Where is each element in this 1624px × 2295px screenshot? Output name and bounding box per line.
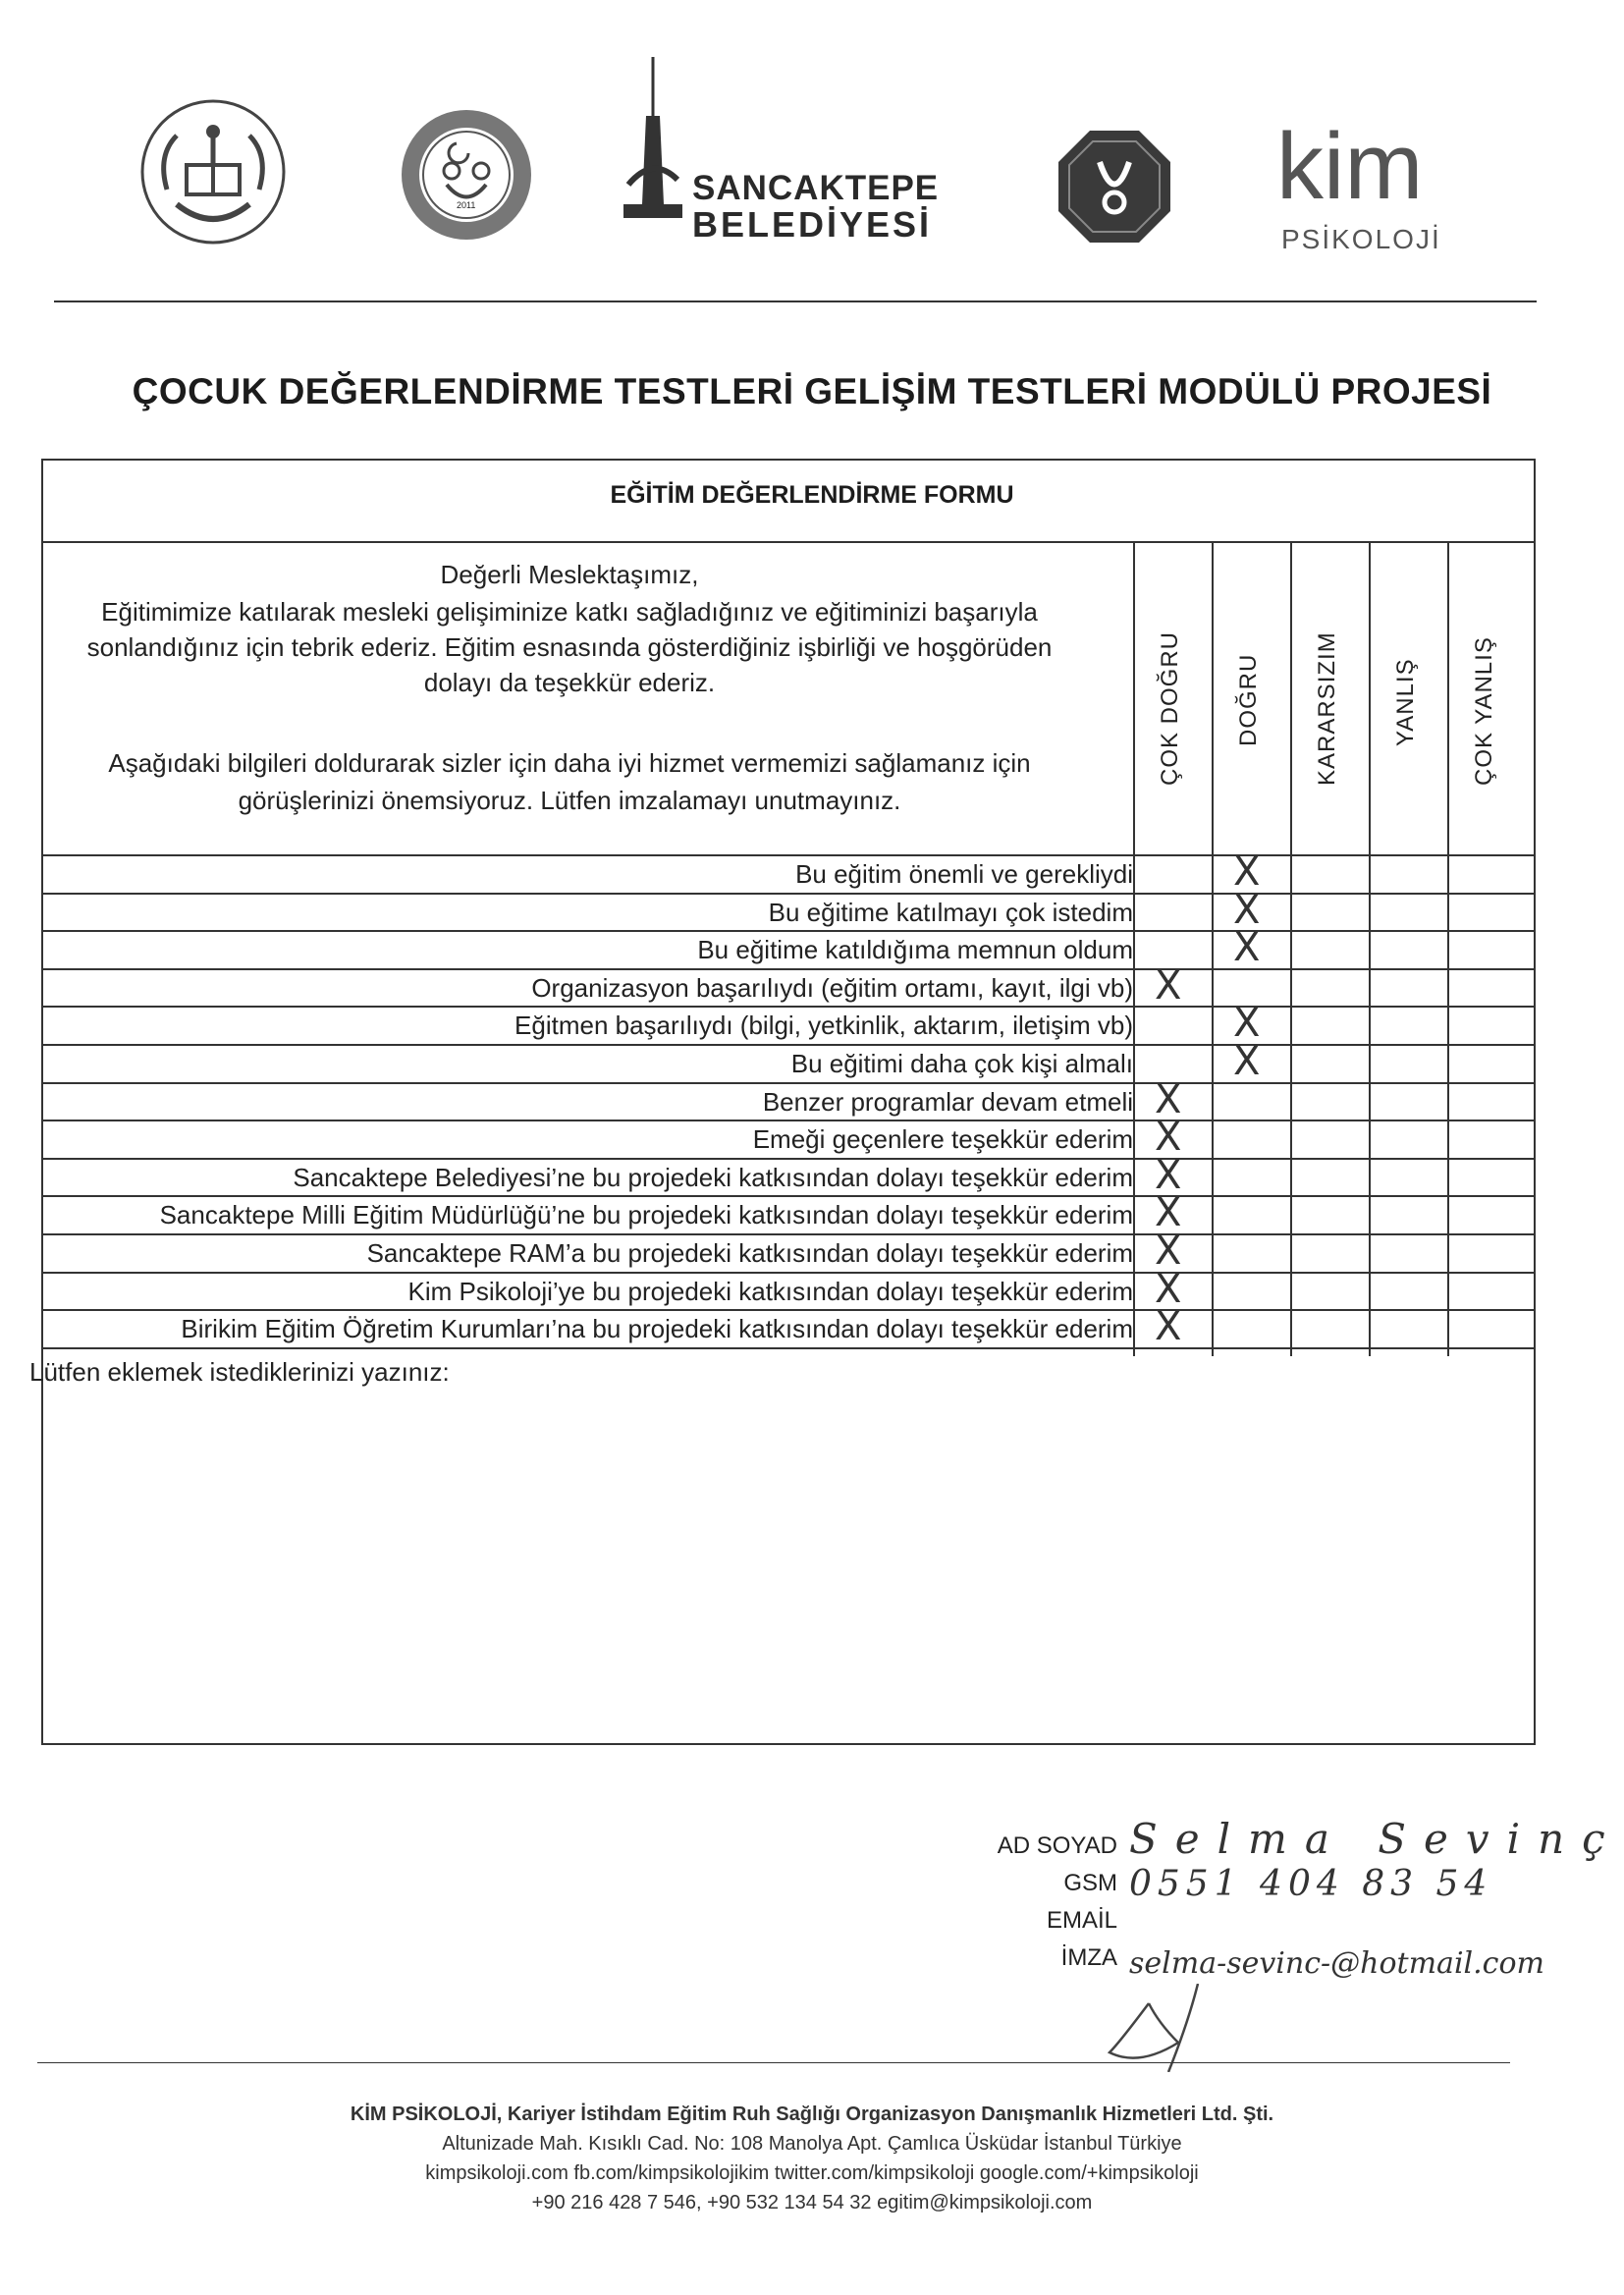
answer-cell[interactable]	[1447, 930, 1526, 968]
footer-company	[0, 2104, 1624, 2126]
name-value[interactable]: Selma Sevinç	[1129, 1815, 1623, 1863]
answer-mark: X	[1155, 1115, 1182, 1161]
ram-logo	[398, 106, 535, 244]
answer-cell[interactable]	[1447, 1195, 1526, 1233]
email-label: EMAİL	[1046, 1907, 1117, 1934]
intro-line4: Aşağıdaki bilgileri doldurarak sizler için daha iyi hizmet vermemizi sağlamanız için	[108, 748, 1031, 778]
footer-company-name: KİM PSİKOLOJİ,	[350, 2104, 503, 2125]
question-label: Bu eğitimi daha çok kişi almalı	[790, 1049, 1133, 1078]
answer-cell[interactable]	[1290, 1233, 1369, 1272]
answer-cell[interactable]	[1369, 1082, 1447, 1120]
intro-line2: sonlandığınız için tebrik ederiz. Eğitim esnasında gösterdiğiniz işbirliği ve hoşgörüden	[86, 632, 1053, 662]
kim-brand: kim	[1276, 114, 1424, 219]
question-label: Bu eğitime katıldığıma memnun oldum	[697, 935, 1133, 965]
ram-logo-year: 2011	[457, 200, 476, 210]
answer-cell[interactable]	[1290, 1044, 1369, 1082]
municipality-name-line2: BELEDİYESİ	[692, 204, 933, 245]
answer-cell[interactable]	[1369, 1006, 1447, 1044]
answer-cell[interactable]	[1369, 1044, 1447, 1082]
answer-cell[interactable]	[1212, 1272, 1290, 1310]
answer-cell[interactable]	[1447, 1233, 1526, 1272]
answer-mark: X	[1155, 1190, 1182, 1236]
answer-cell[interactable]	[1447, 1082, 1526, 1120]
footer-divider	[37, 2062, 1510, 2063]
answer-cell[interactable]	[1369, 1120, 1447, 1158]
footer-web: kimpsikoloji.com fb.com/kimpsikolojikim twitter.com/kimpsikoloji google.com/+kimpsikoloji	[425, 2162, 1199, 2184]
meb-logo	[137, 96, 290, 248]
answer-cell[interactable]	[1369, 1195, 1447, 1233]
answer-mark: X	[1233, 1039, 1261, 1084]
answer-cell[interactable]	[1290, 1120, 1369, 1158]
answer-cell[interactable]	[1290, 1309, 1369, 1347]
answer-cell[interactable]	[1133, 1304, 1212, 1350]
answer-cell[interactable]	[1133, 854, 1212, 893]
answer-cell[interactable]	[1447, 1158, 1526, 1196]
answer-cell[interactable]	[1369, 1272, 1447, 1310]
answer-mark: X	[1155, 962, 1182, 1009]
answer-cell[interactable]	[1290, 1006, 1369, 1044]
question-label: Emeği geçenlere teşekkür ederim	[752, 1124, 1133, 1155]
answer-cell[interactable]	[1447, 1272, 1526, 1310]
answer-cell[interactable]	[1290, 1158, 1369, 1196]
column-header-cok-yanlis: ÇOK YANLIŞ	[1471, 636, 1497, 786]
signature-label: İMZA	[1060, 1944, 1117, 1971]
answer-cell[interactable]	[1133, 1006, 1212, 1044]
answer-cell[interactable]	[1212, 1082, 1290, 1120]
answer-cell[interactable]	[1290, 1195, 1369, 1233]
footer-contact: +90 216 428 7 546, +90 532 134 54 32 egitim@kimpsikoloji.com	[531, 2192, 1093, 2213]
answer-cell[interactable]	[1212, 1158, 1290, 1196]
answer-cell[interactable]	[1369, 930, 1447, 968]
answer-mark: X	[1233, 925, 1261, 971]
answer-cell[interactable]	[1290, 930, 1369, 968]
answer-cell[interactable]	[1212, 1195, 1290, 1233]
answer-cell[interactable]	[1447, 1309, 1526, 1347]
answer-cell[interactable]	[1212, 1120, 1290, 1158]
answer-mark: X	[1233, 849, 1261, 895]
column-header-dogru: DOĞRU	[1235, 653, 1262, 746]
answer-cell[interactable]	[1369, 854, 1447, 893]
gsm-value[interactable]: 0551 404 83 54	[1129, 1864, 1493, 1904]
intro-greeting: Değerli Meslektaşımız,	[440, 560, 699, 589]
form-title: EĞİTİM DEĞERLENDİRME FORMU	[610, 481, 1014, 509]
answer-mark: X	[1233, 887, 1261, 933]
municipality-name-line1: SANCAKTEPE	[692, 169, 940, 207]
extra-comments-area[interactable]	[43, 1394, 1534, 1743]
answer-cell[interactable]	[1447, 1120, 1526, 1158]
column-header-kararsizim: KARARSIZIM	[1314, 631, 1340, 786]
gsm-label: GSM	[1063, 1870, 1117, 1896]
answer-mark: X	[1155, 1152, 1182, 1198]
answer-cell[interactable]	[1212, 1039, 1290, 1084]
signature-scribble	[1100, 1984, 1276, 2072]
intro-line3: dolayı da teşekkür ederiz.	[423, 668, 716, 697]
question-label: Birikim Eğitim Öğretim Kurumları’na bu projedeki katkısından dolayı teşekkür ederim	[181, 1314, 1133, 1344]
answer-cell[interactable]	[1133, 1115, 1212, 1161]
answer-cell[interactable]	[1212, 1309, 1290, 1347]
footer-company-desc: Kariyer İstihdam Eğitim Ruh Sağlığı Organizasyon Danışmanlık Hizmetleri Ltd. Şti.	[507, 2104, 1274, 2125]
question-label: Eğitmen başarılıydı (bilgi, yetkinlik, aktarım, iletişim vb)	[514, 1011, 1133, 1041]
answer-cell[interactable]	[1133, 893, 1212, 931]
answer-cell[interactable]	[1133, 930, 1212, 968]
question-label: Bu eğitim önemli ve gerekliydi	[795, 859, 1133, 889]
answer-cell[interactable]	[1212, 1233, 1290, 1272]
answer-cell[interactable]	[1369, 968, 1447, 1007]
answer-cell[interactable]	[1369, 1158, 1447, 1196]
answer-mark: X	[1233, 1001, 1261, 1047]
answer-cell[interactable]	[1447, 1044, 1526, 1082]
answer-cell[interactable]	[1212, 849, 1290, 895]
question-label: Organizasyon başarılıydı (eğitim ortamı, kayıt, ilgi vb)	[531, 972, 1133, 1003]
answer-cell[interactable]	[1290, 968, 1369, 1007]
answer-mark: X	[1155, 1266, 1182, 1312]
answer-cell[interactable]	[1369, 1309, 1447, 1347]
kim-sub: PSİKOLOJİ	[1281, 224, 1441, 254]
answer-cell[interactable]	[1290, 854, 1369, 893]
answer-cell[interactable]	[1290, 1082, 1369, 1120]
name-label: AD SOYAD	[997, 1832, 1117, 1859]
question-label: Sancaktepe RAM’a bu projedeki katkısından dolayı teşekkür ederim	[366, 1238, 1133, 1268]
answer-mark: X	[1155, 1229, 1182, 1274]
question-label: Kim Psikoloji’ye bu projedeki katkısından dolayı teşekkür ederim	[407, 1276, 1133, 1306]
table-row-line	[41, 1347, 1536, 1349]
question-label: Sancaktepe Belediyesi’ne bu projedeki katkısından dolayı teşekkür ederim	[293, 1162, 1133, 1192]
answer-cell[interactable]	[1447, 1006, 1526, 1044]
question-label: Bu eğitime katılmayı çok istedim	[768, 897, 1133, 927]
extra-comments-label: Lütfen eklemek istediklerinizi yazınız:	[29, 1357, 450, 1387]
answer-mark: X	[1155, 1076, 1182, 1122]
tower-icon	[619, 57, 687, 234]
answer-cell[interactable]	[1133, 1229, 1212, 1274]
question-label: Sancaktepe Milli Eğitim Müdürlüğü’ne bu projedeki katkısından dolayı teşekkür ederim	[159, 1200, 1133, 1230]
header-divider	[54, 301, 1537, 302]
answer-cell[interactable]	[1133, 962, 1212, 1009]
answer-cell[interactable]	[1447, 893, 1526, 931]
intro-line1: Eğitimimize katılarak mesleki gelişiminize katkı sağladığınız ve eğitiminizi başarıyla	[101, 597, 1038, 627]
answer-mark: X	[1155, 1304, 1182, 1350]
footer-address: Altunizade Mah. Kısıklı Cad. No: 108 Manolya Apt. Çamlıca Üsküdar İstanbul Türkiye	[442, 2133, 1182, 2155]
answer-cell[interactable]	[1447, 968, 1526, 1007]
column-header-yanlis: YANLIŞ	[1392, 658, 1419, 746]
answer-cell[interactable]	[1133, 1044, 1212, 1082]
question-label: Benzer programlar devam etmeli	[762, 1086, 1133, 1117]
answer-cell[interactable]	[1369, 893, 1447, 931]
octagon-logo	[1056, 128, 1173, 246]
form-title-divider	[41, 541, 1536, 543]
answer-cell[interactable]	[1369, 1233, 1447, 1272]
answer-cell[interactable]	[1447, 854, 1526, 893]
intro-line5: görüşlerinizi önemsiyoruz. Lütfen imzalamayı unutmayınız.	[238, 786, 901, 815]
answer-cell[interactable]	[1290, 893, 1369, 931]
answer-cell[interactable]	[1290, 1272, 1369, 1310]
answer-cell[interactable]	[1212, 925, 1290, 971]
page-title: ÇOCUK DEĞERLENDİRME TESTLERİ GELİŞİM TESTLERİ MODÜLÜ PROJESİ	[132, 371, 1492, 411]
email-value[interactable]: selma-sevinc-@hotmail.com	[1129, 1946, 1544, 1981]
column-header-cok-dogru: ÇOK DOĞRU	[1157, 630, 1183, 786]
